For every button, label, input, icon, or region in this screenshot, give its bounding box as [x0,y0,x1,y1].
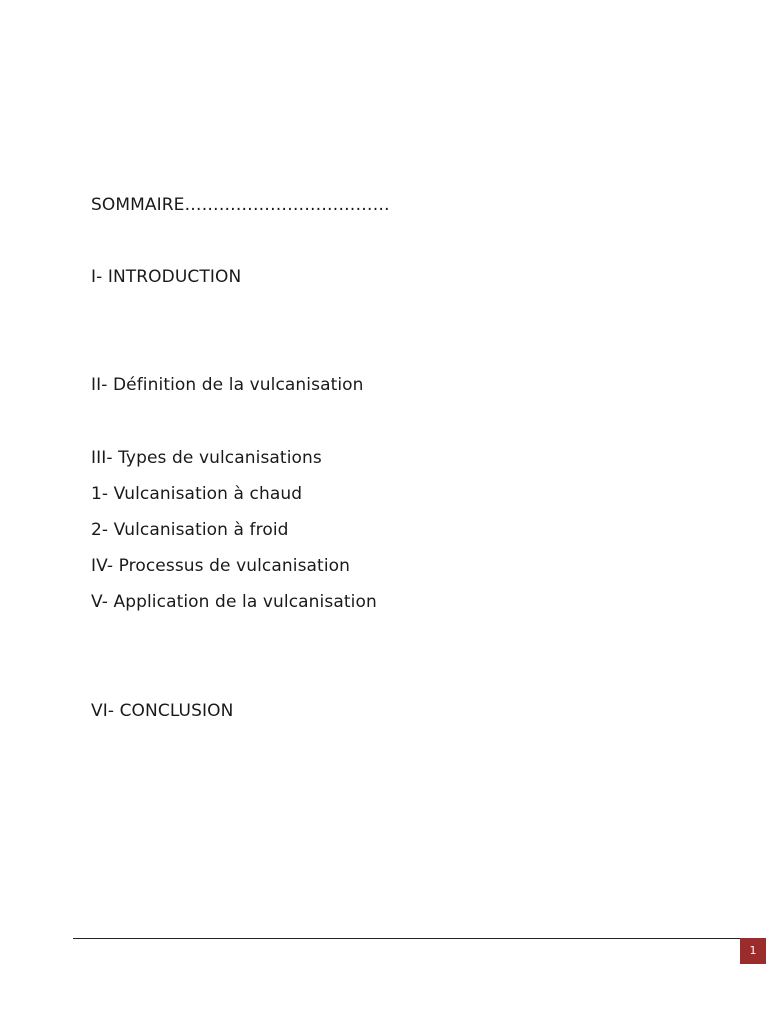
footer-divider [73,938,740,939]
toc-item-cold-vulcanisation: 2- Vulcanisation à froid [91,520,289,540]
toc-heading: SOMMAIRE……………………………… [91,195,390,215]
toc-item-types: III- Types de vulcanisations [91,448,322,468]
toc-item-hot-vulcanisation: 1- Vulcanisation à chaud [91,484,303,504]
toc-item-definition: II- Définition de la vulcanisation [91,375,364,395]
toc-item-application: V- Application de la vulcanisation [91,592,377,612]
toc-item-process: IV- Processus de vulcanisation [91,556,351,576]
toc-item-conclusion: VI- CONCLUSION [91,701,234,721]
toc-item-introduction: I- INTRODUCTION [91,267,242,287]
page-number-badge: 1 [740,938,766,964]
